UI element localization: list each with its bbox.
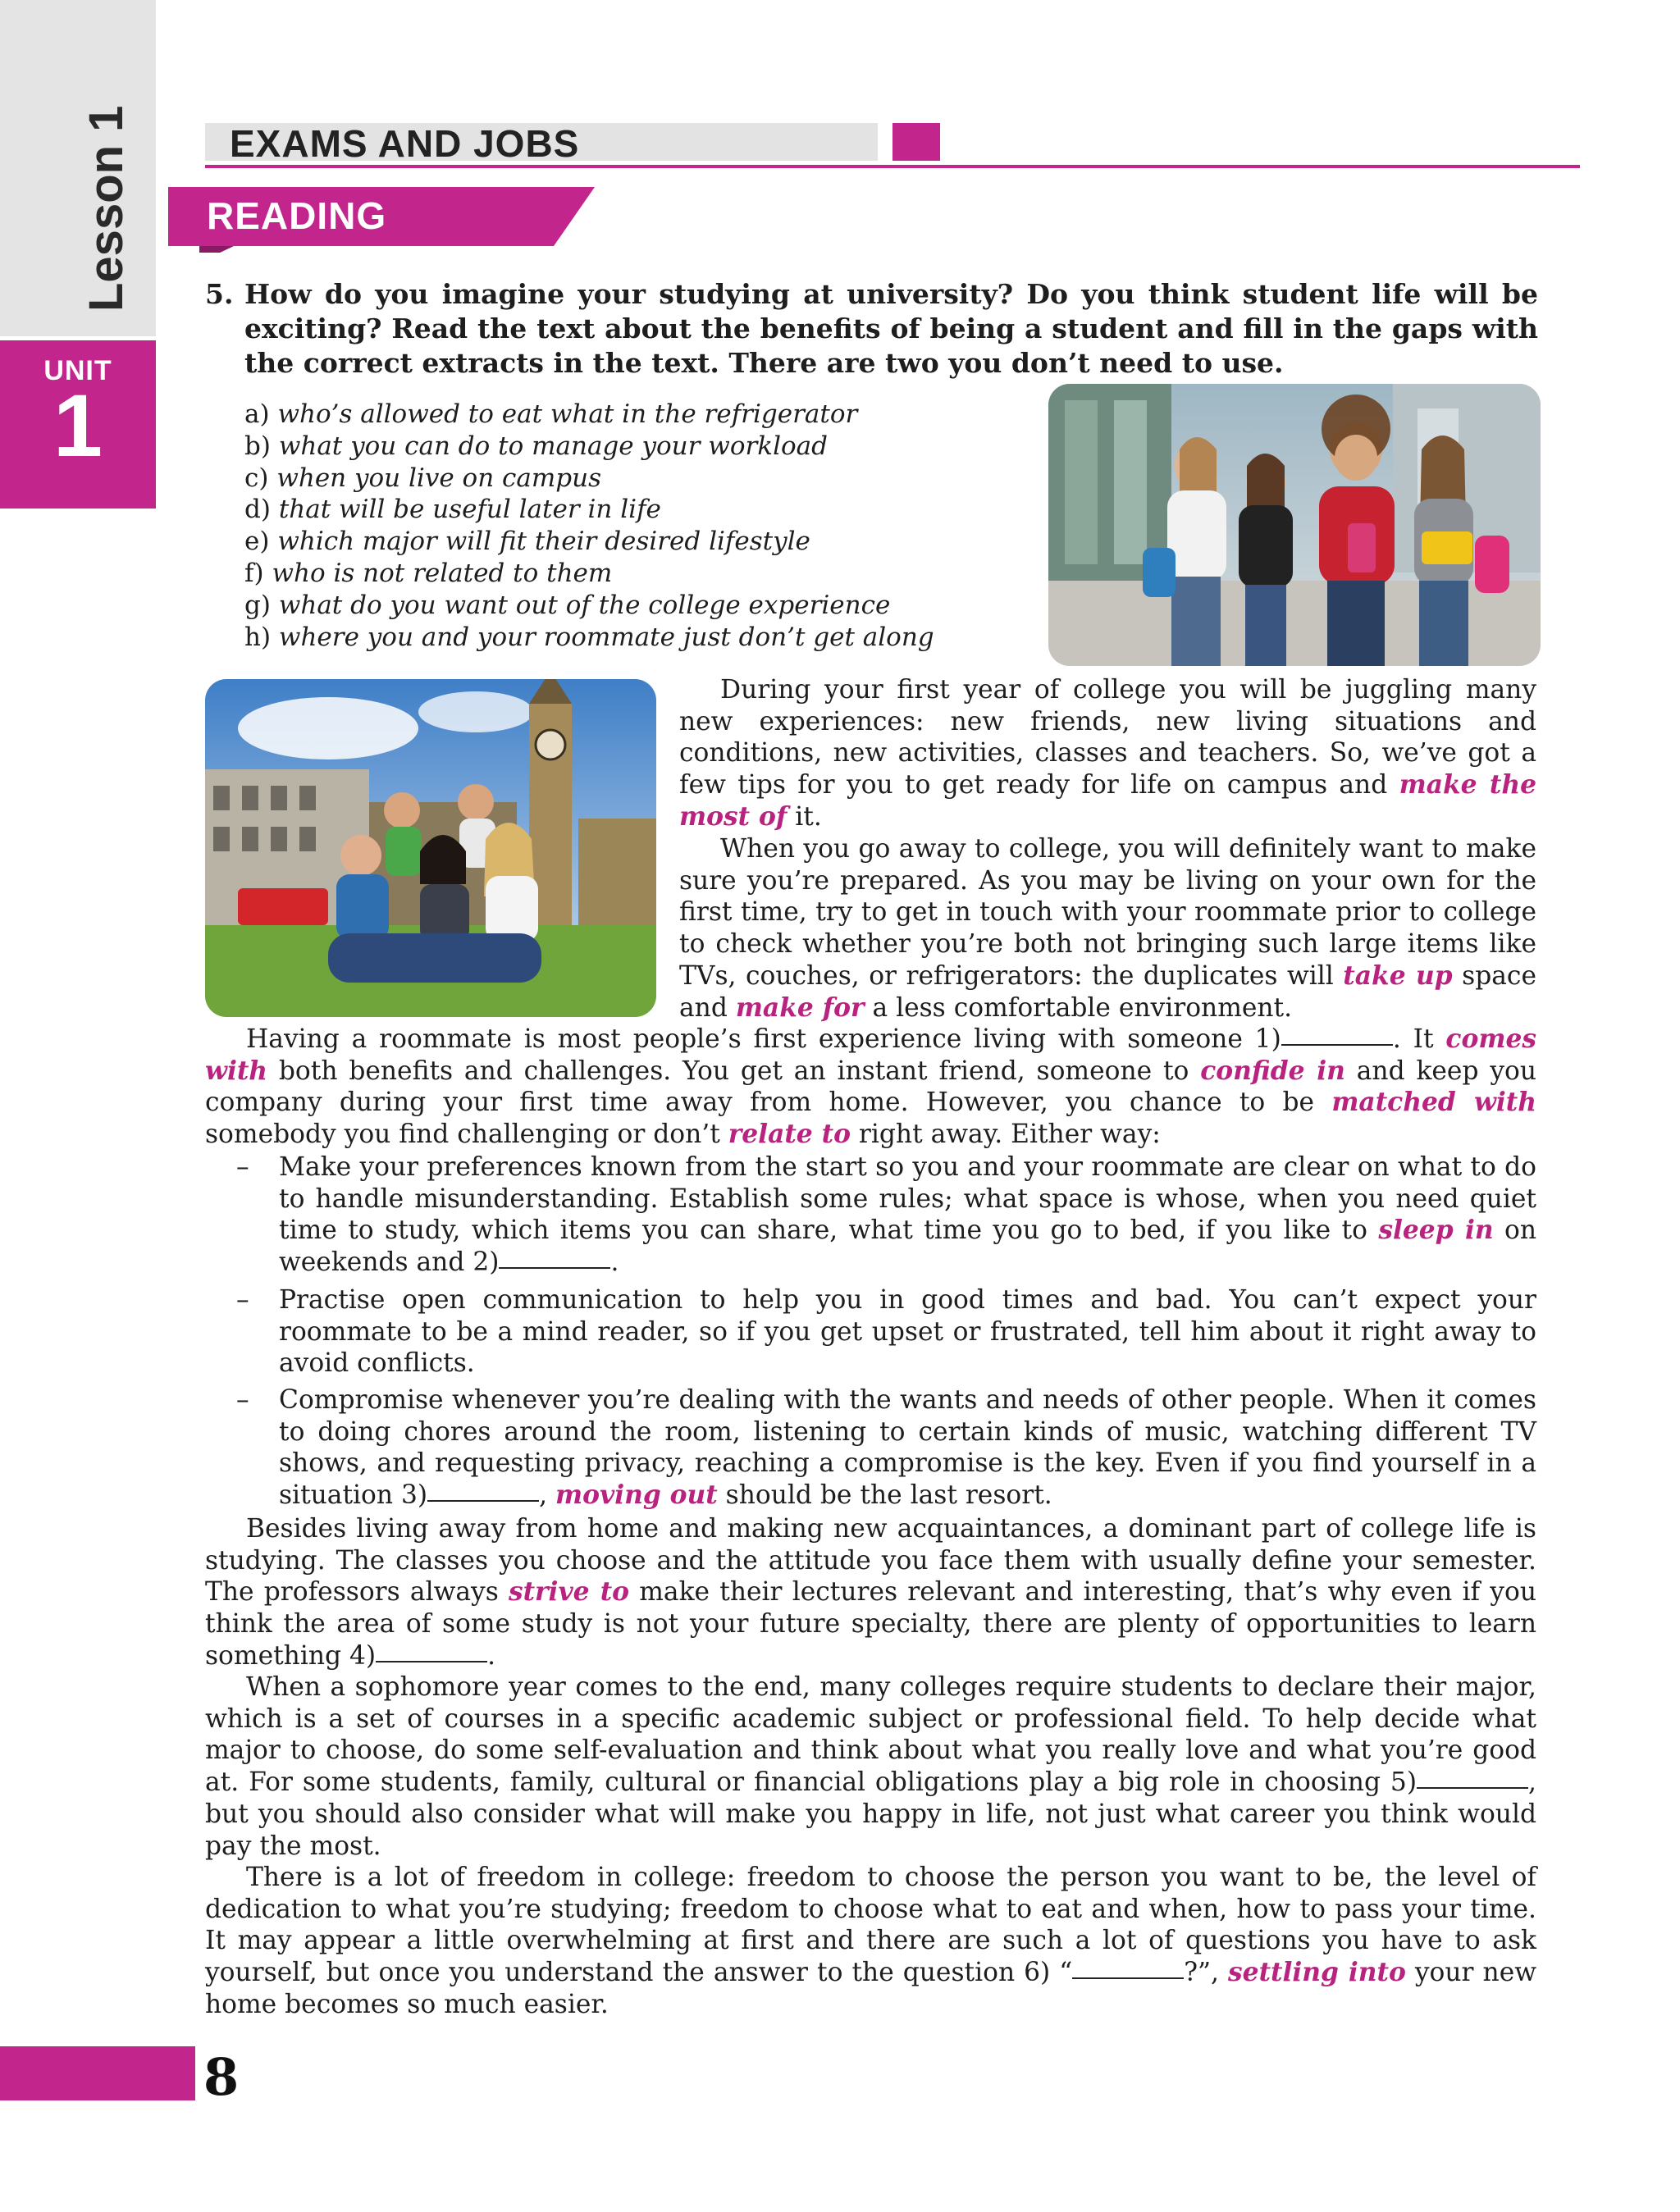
article-paragraph bbox=[205, 1513, 1536, 1672]
highlighted-phrase: comes with bbox=[205, 1024, 1536, 1086]
highlighted-phrase: sleep in bbox=[1378, 1215, 1494, 1246]
gap-blank bbox=[499, 1266, 610, 1269]
paragraph-text: When a sophomore year comes to the end, many colleges require students to declare their major, which is a set of courses in a specific academic subject or professional field. To help decide what major to choose, do some self-evaluation and think about what you really love and what you’re good at. For some students, family, cultural or financial obligations play a big role in choosing 5) bbox=[205, 1672, 1536, 1798]
highlighted-phrase: moving out bbox=[555, 1480, 718, 1511]
unit-number: 1 bbox=[52, 376, 103, 475]
paragraph-text: There is a lot of freedom in college: freedom to choose the person you want to be, the level of dedication to what you’re studying; freedom to choose what to eat and when, how to pass your time. It may appear a little overwhelming at first and there are such a lot of questions you have to ask yourself, but once you understand the answer to the question 6) “ bbox=[205, 1863, 1536, 1988]
paragraph-text: . bbox=[610, 1247, 619, 1278]
option-letter: e) bbox=[244, 527, 270, 557]
paragraph-text: Besides living away from home and making new acquaintances, a dominant part of college life is studying. The classes you choose and the attitude you face them with usually define your semester. The professors always bbox=[205, 1514, 1536, 1608]
bullet-dash: – bbox=[236, 1385, 249, 1415]
highlighted-phrase: relate to bbox=[728, 1120, 851, 1150]
paragraph-text: Compromise whenever you’re dealing with the wants and needs of other people. When it comes to doing chores around the room, listening to certain kinds of music, watching different TV shows, and requesting privacy, reaching a compromise is the key. Even if you find yourself in a situation 3) bbox=[279, 1385, 1536, 1511]
paragraph-text: ?”, bbox=[1184, 1958, 1219, 1988]
option-text: who is not related to them bbox=[272, 558, 613, 588]
highlighted-phrase: strive to bbox=[508, 1577, 630, 1608]
option-text: what you can do to manage your workload bbox=[278, 431, 828, 461]
paragraph-text: your new home becomes so much easier. bbox=[205, 1958, 1537, 2019]
option-item bbox=[244, 526, 983, 558]
gap-blank bbox=[376, 1660, 487, 1662]
bullet-item bbox=[236, 1152, 1537, 1279]
highlighted-phrase: settling into bbox=[1228, 1958, 1406, 1988]
option-item bbox=[244, 590, 983, 622]
option-item bbox=[244, 399, 983, 431]
option-item bbox=[244, 431, 983, 463]
paragraph-text: Having a roommate is most people’s first experience living with someone 1) bbox=[246, 1024, 1281, 1054]
option-text: which major will fit their desired lifestyle bbox=[277, 527, 810, 557]
option-text: where you and your roommate just don’t get along bbox=[278, 622, 934, 652]
paragraph-text: . bbox=[487, 1640, 496, 1671]
paragraph-text: somebody you find challenging or don’t bbox=[205, 1120, 720, 1150]
gap-blank bbox=[1417, 1786, 1528, 1789]
paragraph-text: space and bbox=[679, 960, 1536, 1023]
highlighted-phrase: make the most of bbox=[679, 770, 1536, 832]
article-paragraph bbox=[205, 1024, 1536, 1151]
page-number-bar bbox=[0, 2046, 195, 2100]
paragraph-text: . It bbox=[1392, 1024, 1434, 1054]
highlighted-phrase: matched with bbox=[1331, 1088, 1537, 1118]
task-number: 5. bbox=[205, 278, 234, 310]
students-walking-photo bbox=[1048, 384, 1541, 666]
highlighted-phrase: take up bbox=[1343, 960, 1453, 991]
paragraph-text: should be the last resort. bbox=[725, 1480, 1052, 1511]
article-paragraph bbox=[205, 1862, 1536, 2021]
paragraph-text: a less comfortable environment. bbox=[872, 992, 1293, 1023]
paragraph-text: both benefits and challenges. You get an instant friend, someone to bbox=[278, 1056, 1189, 1086]
option-letter: f) bbox=[244, 558, 264, 588]
article-paragraph bbox=[205, 1672, 1536, 1862]
option-item bbox=[244, 558, 983, 590]
bullet-dash: – bbox=[236, 1152, 249, 1182]
paragraph-text: , bbox=[539, 1480, 548, 1511]
article-paragraph bbox=[679, 833, 1536, 1024]
article-paragraph bbox=[679, 674, 1536, 833]
gap-blank bbox=[427, 1499, 539, 1502]
paragraph-text: and keep you company during your first time away from home. However, you chance to be bbox=[205, 1056, 1537, 1118]
option-letter: b) bbox=[244, 431, 271, 461]
option-text: who’s allowed to eat what in the refrigerator bbox=[277, 399, 858, 429]
highlighted-phrase: make for bbox=[735, 992, 865, 1023]
option-letter: c) bbox=[244, 463, 269, 493]
option-letter: h) bbox=[244, 622, 272, 652]
bullet-item bbox=[236, 1284, 1536, 1380]
page-number: 8 bbox=[203, 2047, 240, 2107]
option-text: that will be useful later in life bbox=[278, 495, 661, 525]
paragraph-text: During your first year of college you will be juggling many new experiences: new friends, new living situations and conditions, new activities, classes and teachers. So, we’ve got a few tips for you to get ready for life on campus and bbox=[679, 675, 1536, 800]
option-letter: d) bbox=[244, 495, 271, 525]
option-text: when you live on campus bbox=[276, 463, 601, 493]
london-group-photo bbox=[205, 679, 656, 1017]
options-list bbox=[244, 399, 983, 653]
task-instruction bbox=[205, 277, 1538, 381]
option-text: what do you want out of the college experience bbox=[278, 590, 891, 620]
header-accent-square bbox=[892, 123, 940, 161]
option-item bbox=[244, 463, 983, 495]
paragraph-text: , but you should also consider what will make you happy in life, not just what career you think would pay the most. bbox=[205, 1767, 1536, 1861]
lesson-label: Lesson 1 bbox=[80, 105, 133, 312]
gap-blank bbox=[1281, 1043, 1393, 1046]
highlighted-phrase: confide in bbox=[1200, 1056, 1345, 1086]
section-title: READING bbox=[207, 194, 387, 237]
header-divider bbox=[205, 165, 1580, 168]
paragraph-text: Practise open communication to help you in good times and bad. You can’t expect your roommate to be a mind reader, so if you get upset or frustrated, tell him about it right away to avoid conflicts. bbox=[279, 1285, 1536, 1379]
paragraph-text: right away. Either way: bbox=[858, 1120, 1161, 1150]
option-letter: a) bbox=[244, 399, 270, 429]
option-letter: g) bbox=[244, 590, 271, 620]
unit-word: UNIT bbox=[43, 355, 112, 386]
unit-badge bbox=[0, 340, 156, 509]
bullet-item bbox=[236, 1384, 1536, 1512]
bullet-dash: – bbox=[236, 1285, 249, 1315]
gap-blank bbox=[1072, 1977, 1184, 1979]
paragraph-text: it. bbox=[795, 801, 822, 832]
paragraph-text: When you go away to college, you will definitely want to make sure you’re prepared. As you may be living on your own for the first time, try to get in touch with your roommate prior to college to check whether you’re both not bringing such large items like TVs, couches, or refrigerators: the duplicates will bbox=[679, 834, 1536, 991]
paragraph-text: on weekends and 2) bbox=[279, 1215, 1537, 1278]
task-text: How do you imagine your studying at university? Do you think student life will be exciting? Read the text about the benefits of being a student and fill in the gaps with the correct extracts in the text. There are two you don’t need to use. bbox=[244, 278, 1538, 379]
paragraph-text: make their lectures relevant and interesting, that’s why even if you think the area of some study is not your future specialty, there are plenty of opportunities to learn something 4) bbox=[205, 1577, 1536, 1671]
paragraph-text: Make your preferences known from the start so you and your roommate are clear on what to do to handle misunderstanding. Establish some rules; what space is whose, when you need quiet time to study, which items you can share, what time you go to bed, if you like to bbox=[279, 1152, 1536, 1246]
option-item bbox=[244, 494, 983, 526]
option-item bbox=[244, 622, 983, 654]
page-title: EXAMS AND JOBS bbox=[230, 122, 580, 165]
